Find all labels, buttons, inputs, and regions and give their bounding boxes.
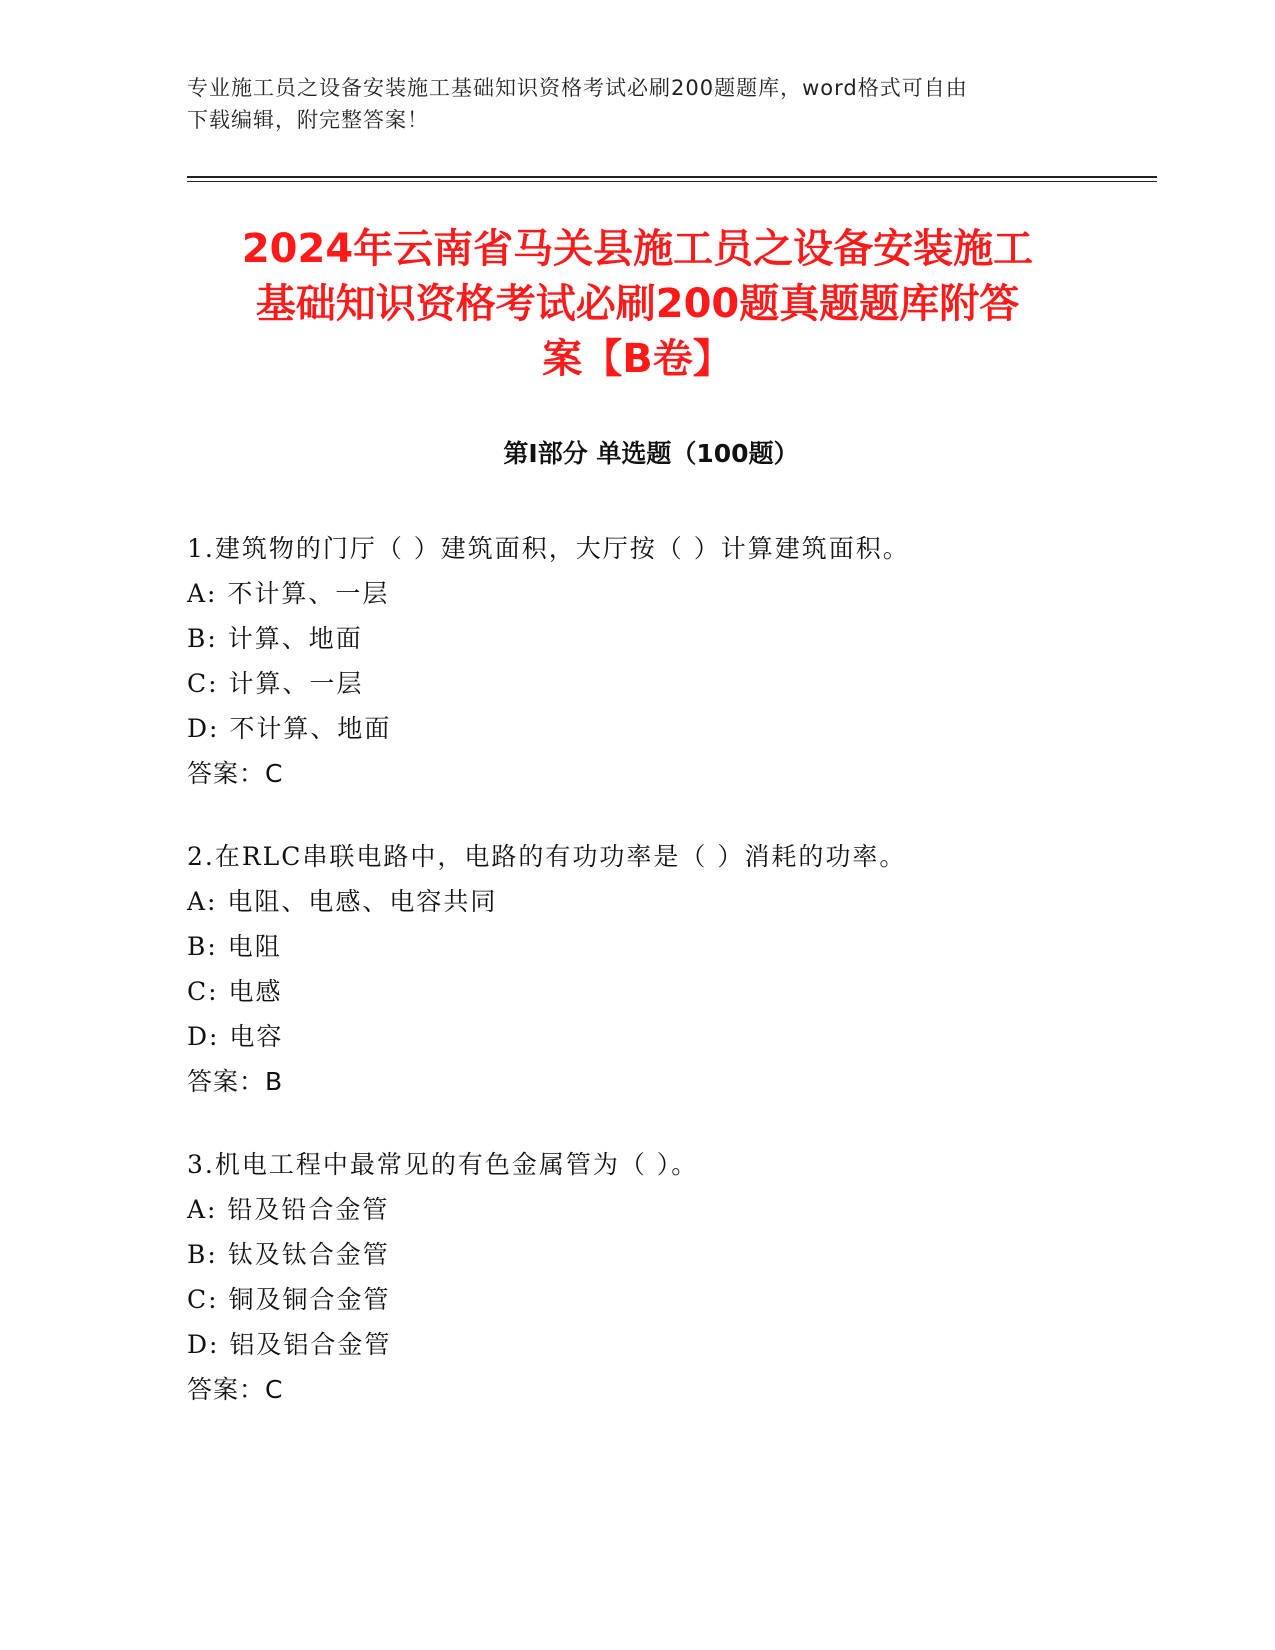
- question-list: [187, 526, 1117, 1450]
- question-item: [187, 834, 1117, 1104]
- header-divider-thick: [187, 176, 1157, 178]
- document-title-line-3: 案【B卷】: [542, 336, 733, 382]
- document-title-line-2: 基础知识资格考试必刷200题真题题库附答: [255, 281, 1020, 327]
- question-item: [187, 1142, 1117, 1412]
- header-note: [187, 72, 1067, 136]
- question-stem: 1.建筑物的门厅（ ）建筑面积，大厅按（ ）计算建筑面积。: [187, 534, 910, 563]
- question-stem: 2.在RLC串联电路中，电路的有功功率是（ ）消耗的功率。: [187, 842, 907, 871]
- option-c: C: 电感: [187, 977, 283, 1006]
- option-a: A: 不计算、一层: [187, 579, 390, 608]
- document-title-line-1: 2024年云南省马关县施工员之设备安装施工: [241, 226, 1034, 272]
- header-divider-thin: [187, 181, 1157, 182]
- option-b: B: 电阻: [187, 932, 282, 961]
- option-d: D: 铝及铝合金管: [187, 1330, 392, 1359]
- header-note-line-1: 专业施工员之设备安装施工基础知识资格考试必刷200题题库，word格式可自由: [187, 76, 968, 100]
- document-title: [160, 222, 1115, 387]
- question-answer: 答案：C: [187, 759, 284, 788]
- option-c: C: 计算、一层: [187, 669, 364, 698]
- question-item: [187, 526, 1117, 796]
- question-stem: 3.机电工程中最常见的有色金属管为（ ）。: [187, 1150, 699, 1179]
- option-b: B: 计算、地面: [187, 624, 363, 653]
- section-title: 第Ⅰ部分 单选题（100题）: [503, 439, 799, 468]
- option-a: A: 电阻、电感、电容共同: [187, 887, 498, 916]
- option-d: D: 电容: [187, 1022, 284, 1051]
- header-note-line-2: 下载编辑，附完整答案！: [187, 108, 429, 132]
- option-d: D: 不计算、地面: [187, 714, 392, 743]
- option-a: A: 铅及铅合金管: [187, 1195, 390, 1224]
- question-answer: 答案：B: [187, 1067, 284, 1096]
- option-c: C: 铜及铜合金管: [187, 1285, 391, 1314]
- option-b: B: 钛及钛合金管: [187, 1240, 390, 1269]
- question-answer: 答案：C: [187, 1375, 284, 1404]
